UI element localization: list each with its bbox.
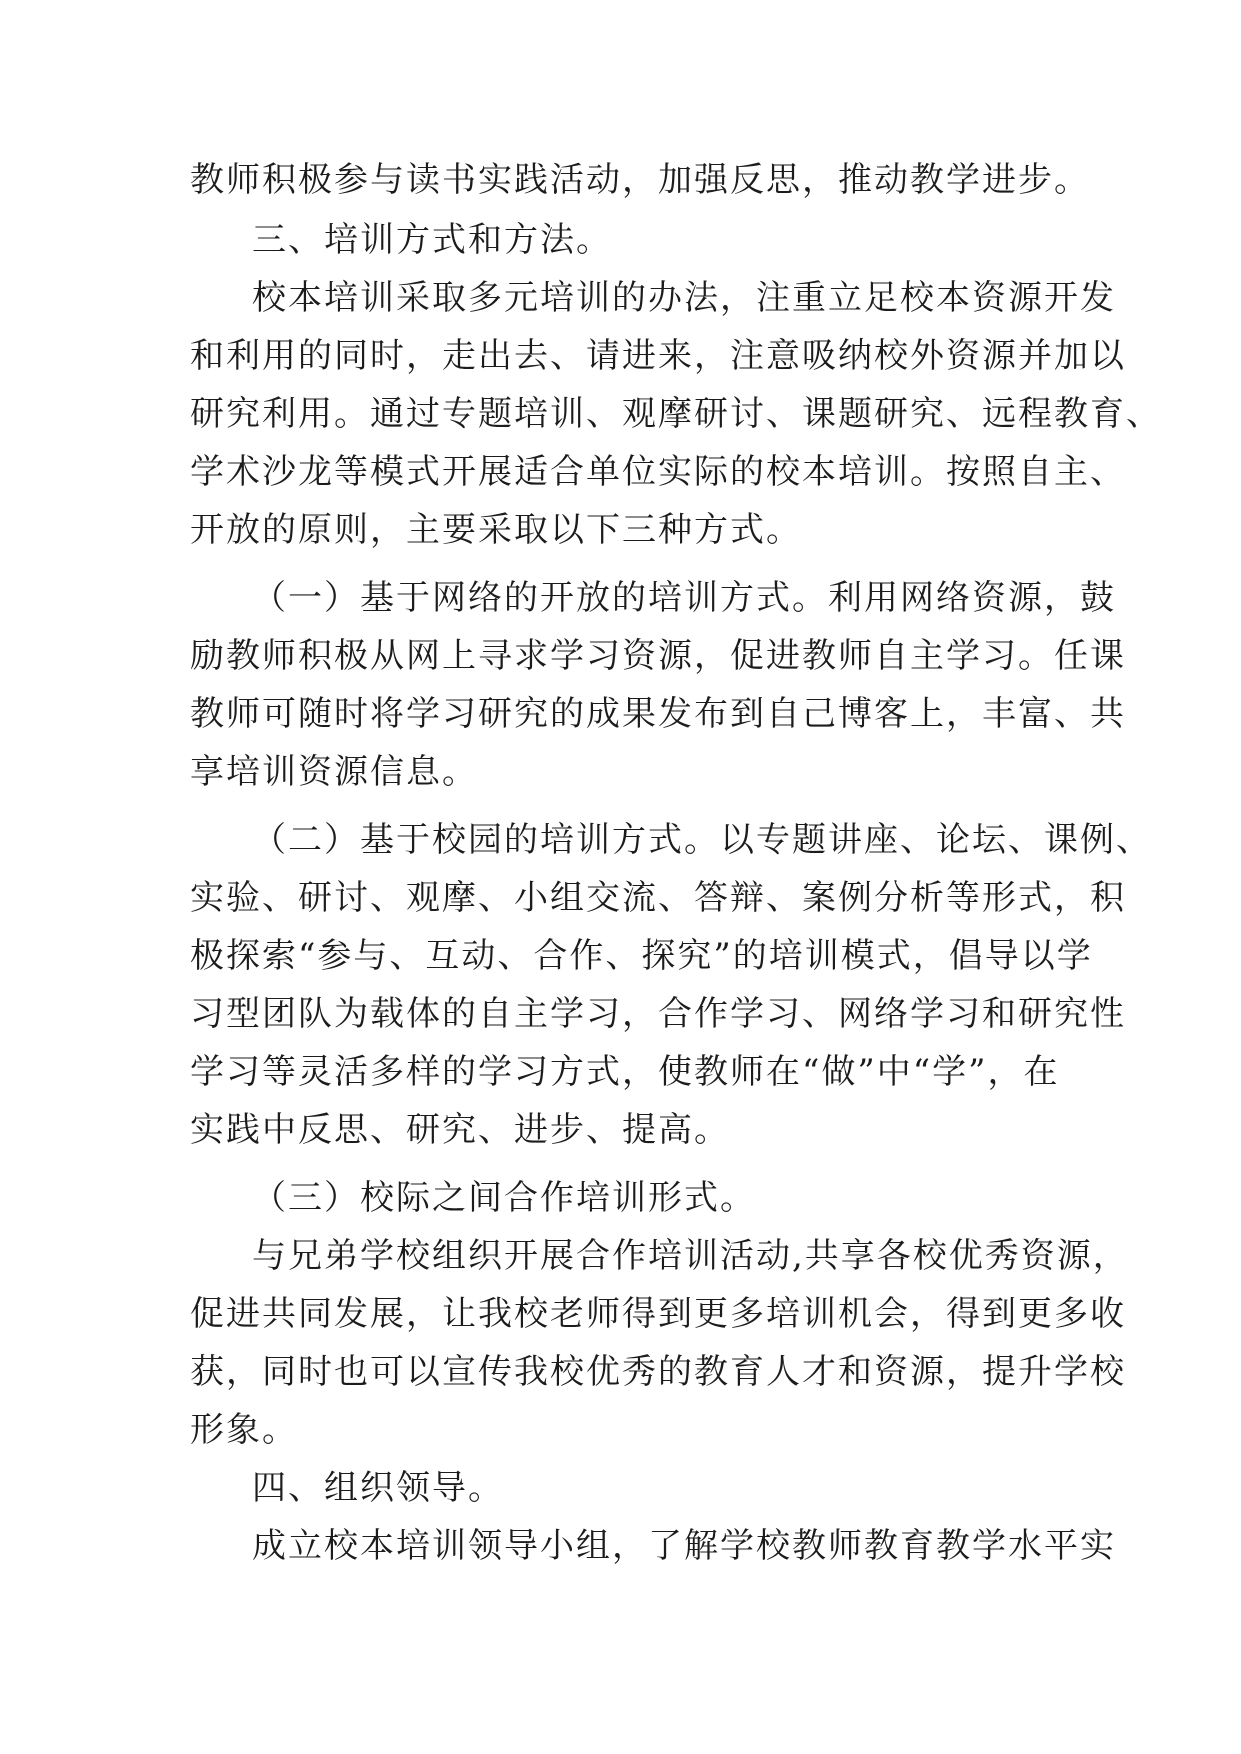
section-heading: 四、组织领导。: [252, 1468, 504, 1508]
text-line: 与兄弟学校组织开展合作培训活动,共享各校优秀资源，: [252, 1236, 1129, 1276]
text-line: 学习等灵活多样的学习方式，使教师在“做”中“学”，在: [190, 1052, 1060, 1092]
text-line: 习型团队为载体的自主学习，合作学习、网络学习和研究性: [190, 994, 1126, 1034]
text-line: 开放的原则，主要采取以下三种方式。: [190, 510, 802, 550]
text-line: 教师积极参与读书实践活动，加强反思，推动教学进步。: [190, 160, 1090, 200]
subsection-line: （一）基于网络的开放的培训方式。利用网络资源，鼓: [252, 578, 1116, 618]
subsection-line: （三）校际之间合作培训形式。: [252, 1178, 756, 1218]
text-line: 促进共同发展，让我校老师得到更多培训机会，得到更多收: [190, 1294, 1126, 1334]
text-line: 享培训资源信息。: [190, 752, 478, 792]
text-line: 成立校本培训领导小组，了解学校教师教育教学水平实: [252, 1526, 1116, 1566]
text-line: 校本培训采取多元培训的办法，注重立足校本资源开发: [252, 278, 1116, 318]
text-line: 实践中反思、研究、进步、提高。: [190, 1110, 730, 1150]
text-line: 励教师积极从网上寻求学习资源，促进教师自主学习。任课: [190, 636, 1126, 676]
text-line: 学术沙龙等模式开展适合单位实际的校本培训。按照自主、: [190, 452, 1126, 492]
text-line: 获，同时也可以宣传我校优秀的教育人才和资源，提升学校: [190, 1352, 1126, 1392]
text-line: 研究利用。通过专题培训、观摩研讨、课题研究、远程教育、: [190, 394, 1162, 434]
section-heading: 三、培训方式和方法。: [252, 220, 612, 260]
text-line: 实验、研讨、观摩、小组交流、答辩、案例分析等形式，积: [190, 878, 1126, 918]
text-line: 和利用的同时，走出去、请进来，注意吸纳校外资源并加以: [190, 336, 1126, 376]
text-line: 教师可随时将学习研究的成果发布到自己博客上，丰富、共: [190, 694, 1126, 734]
text-line: 极探索“参与、互动、合作、探究”的培训模式，倡导以学: [190, 936, 1093, 976]
subsection-line: （二）基于校园的培训方式。以专题讲座、论坛、课例、: [252, 820, 1152, 860]
text-line: 形象。: [190, 1410, 298, 1450]
